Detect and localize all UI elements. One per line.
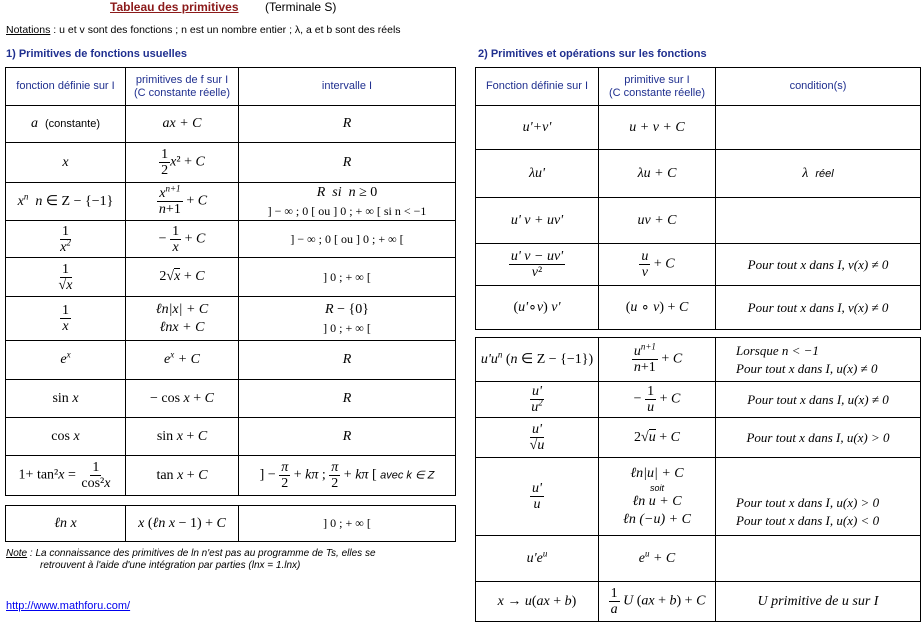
spacer-cell: [239, 496, 456, 506]
table-row: [6, 143, 456, 183]
cell-F: ax + C: [126, 106, 239, 143]
cell-cond: U primitive de u sur I: [716, 582, 921, 622]
cell-F: − $\frac{1}{x}$ + C: [126, 221, 239, 258]
cell-f: x: [6, 143, 126, 183]
cell-f: λu': [476, 150, 599, 198]
spacer-cell: [716, 330, 921, 338]
page-subtitle: (Terminale S): [265, 0, 337, 14]
table-row: [6, 418, 456, 456]
cell-F: $\frac{1}{a}$ U (ax + b) + C: [599, 582, 716, 622]
table-row: [476, 458, 921, 536]
cell-F: (u ∘ v) + C: [599, 286, 716, 330]
cell-f: $\frac{1}{√x}$: [6, 258, 126, 297]
cell-f: $\frac{u'}{u}$: [476, 458, 599, 536]
cell-f: x → u(ax + b): [476, 582, 599, 622]
table-row: [476, 582, 921, 622]
spacer-cell: [6, 496, 126, 506]
table-row: [476, 418, 921, 458]
cell-I: R: [239, 106, 456, 143]
avec-k: avec k ∈ Z: [380, 469, 435, 482]
table-row: [476, 382, 921, 418]
spacer-cell: [126, 496, 239, 506]
col-header-fonction: Fonction définie sur I: [476, 68, 599, 106]
cell-F: 2√x + C: [126, 258, 239, 297]
table-row: [6, 106, 456, 143]
notations: [6, 24, 401, 36]
page-title: Tableau des primitives: [110, 0, 239, 14]
table-row: [476, 244, 921, 286]
spacer-cell: [599, 330, 716, 338]
cell-f: $\frac{1}{x}$: [6, 297, 126, 341]
cell-F: ℓn|u| + C soit ℓn u + C ℓn (−u) + C: [599, 458, 716, 536]
cell-cond: [716, 536, 921, 582]
cell-f: $x^n$ n ∈ Z − {−1}: [6, 183, 126, 221]
cell-cond: λ réel: [716, 150, 921, 198]
section2-title: 2) Primitives et opérations sur les fonctions: [478, 48, 707, 60]
table-row: [6, 183, 456, 221]
cell-F: $\frac{1}{2}$ x² + C: [126, 143, 239, 183]
table-row: [476, 338, 921, 382]
cell-F: $e^u + C$: [599, 536, 716, 582]
col-header-fonction: fonction définie sur I: [6, 68, 126, 106]
cell-f: (u'∘v) v': [476, 286, 599, 330]
const-label: (constante): [44, 118, 101, 130]
notations-label: Notations: [6, 24, 51, 36]
table-header-row: [476, 68, 921, 106]
table-row: [476, 106, 921, 150]
table-row: [6, 380, 456, 418]
cell-F: 2√u + C: [599, 418, 716, 458]
cell-F: ℓn|x| + C ℓnx + C: [126, 297, 239, 341]
soit-label: soit: [649, 482, 664, 493]
cell-cond: Pour tout x dans I, v(x) ≠ 0: [716, 244, 921, 286]
table-row: [6, 456, 456, 496]
cell-cond: [716, 458, 921, 536]
cell-F: tan x + C: [126, 456, 239, 496]
cond-u-neg: Pour tout x dans I, u(x) < 0: [736, 512, 880, 528]
footnote: [6, 548, 376, 572]
cell-cond: [716, 106, 921, 150]
cell-I: R: [239, 418, 456, 456]
note-label: Note: [6, 548, 28, 559]
table-primitives-operations: [475, 67, 921, 622]
cell-I: ] − ∞ ; 0 [ ou ] 0 ; + ∞ [: [239, 221, 456, 258]
table-row: [476, 198, 921, 244]
cell-I: R − {0} ] 0 ; + ∞ [: [239, 297, 456, 341]
cell-f: $e^x$: [6, 341, 126, 380]
table-row: [476, 150, 921, 198]
table-row: [6, 506, 456, 542]
cell-f: 1+ tan²x = $\frac{1}{\text{cos²x}}$: [6, 456, 126, 496]
note-text: : La connaissance des primitives de ln n'est pas au programme de Ts, elles se: [27, 548, 376, 559]
table-row: [476, 286, 921, 330]
table-header-row: [6, 68, 456, 106]
cell-F: − $\frac{1}{u}$ + C: [599, 382, 716, 418]
cell-I: ] 0 ; + ∞ [: [239, 258, 456, 297]
cond-u-nonzero: Pour tout x dans I, u(x) ≠ 0: [736, 360, 878, 376]
cell-f: u' v + uv': [476, 198, 599, 244]
mathforu-link[interactable]: http://www.mathforu.com/: [6, 600, 131, 612]
table-row: [6, 341, 456, 380]
col-header-primitive-text: primitive sur I (C constante réelle): [609, 73, 705, 99]
cell-f: $u'u^n$ (n ∈ Z − {−1}): [476, 338, 599, 382]
cell-F: $\frac{u^{n+1}}{n+1}$ + C: [599, 338, 716, 382]
cell-f: $\frac{u'}{√u}$: [476, 418, 599, 458]
table-spacer-row: [476, 330, 921, 338]
cell-f: $\frac{1}{x^2}$: [6, 221, 126, 258]
cell-F: x (ℓn x − 1) + C: [126, 506, 239, 542]
interval-n: ] − ∞ ; 0 [ ou ] 0 ; + ∞ [ si n < −1: [267, 203, 427, 218]
cell-F: $\frac{x^{n+1}}{n+1}$ + C: [126, 183, 239, 221]
cell-f: $u'e^u$: [476, 536, 599, 582]
cell-I: ] − $\frac{\pi}{2}$ + kπ ; $\frac{\pi}{2}$ + kπ [ avec k ∈ Z: [239, 456, 456, 496]
table-row: [6, 258, 456, 297]
cell-f: cos x: [6, 418, 126, 456]
cell-F: uv + C: [599, 198, 716, 244]
col-header-primitive: [599, 68, 716, 106]
cell-F: $\frac{u}{v}$ + C: [599, 244, 716, 286]
col-header-primitive-text: primitives de f sur I (C constante réelle): [134, 73, 230, 99]
note-text-2: retrouvent à l'aide d'une intégration par parties (lnx = 1.lnx): [40, 560, 301, 571]
interval-pos: ] 0 ; + ∞ [: [323, 320, 371, 335]
cell-F: u + v + C: [599, 106, 716, 150]
cell-f: $\frac{u' v - uv'}{\text{v²}}$: [476, 244, 599, 286]
cell-F: λu + C: [599, 150, 716, 198]
notations-text: : u et v sont des fonctions ; n est un nombre entier ; λ, a et b sont des réels: [50, 24, 401, 36]
col-header-conditions: condition(s): [716, 68, 921, 106]
section1-title: 1) Primitives de fonctions usuelles: [6, 48, 187, 60]
cell-f: sin x: [6, 380, 126, 418]
cell-f: u'+v': [476, 106, 599, 150]
cond-u-pos: Pour tout x dans I, u(x) > 0: [736, 494, 880, 510]
spacer-cell: [476, 330, 599, 338]
reel-label: réel: [815, 167, 834, 180]
table-spacer-row: [6, 496, 456, 506]
table-row: [6, 221, 456, 258]
cell-I: ] 0 ; + ∞ [: [239, 506, 456, 542]
cell-cond: [716, 198, 921, 244]
cell-I: R: [239, 341, 456, 380]
col-header-primitive: [126, 68, 239, 106]
cell-I: R: [239, 143, 456, 183]
cell-F: $e^x + C$: [126, 341, 239, 380]
table-row: [476, 536, 921, 582]
cell-cond: [716, 338, 921, 382]
col-header-intervalle: intervalle I: [239, 68, 456, 106]
table-row: [6, 297, 456, 341]
cell-cond: Pour tout x dans I, u(x) > 0: [716, 418, 921, 458]
cell-f: ℓn x: [6, 506, 126, 542]
table-primitives-usuelles: [5, 67, 456, 542]
cell-I: R: [239, 380, 456, 418]
cell-cond: Pour tout x dans I, u(x) ≠ 0: [716, 382, 921, 418]
cell-f: a (constante): [6, 106, 126, 143]
cell-f: $\frac{u'}{u^2}$: [476, 382, 599, 418]
cell-F: sin x + C: [126, 418, 239, 456]
cell-I: R si n ≥ 0 ] − ∞ ; 0 [ ou ] 0 ; + ∞ [ si n < −1: [239, 183, 456, 221]
lorsque-label: Lorsque n < −1: [736, 342, 819, 358]
cell-cond: Pour tout x dans I, v(x) ≠ 0: [716, 286, 921, 330]
cell-F: − cos x + C: [126, 380, 239, 418]
